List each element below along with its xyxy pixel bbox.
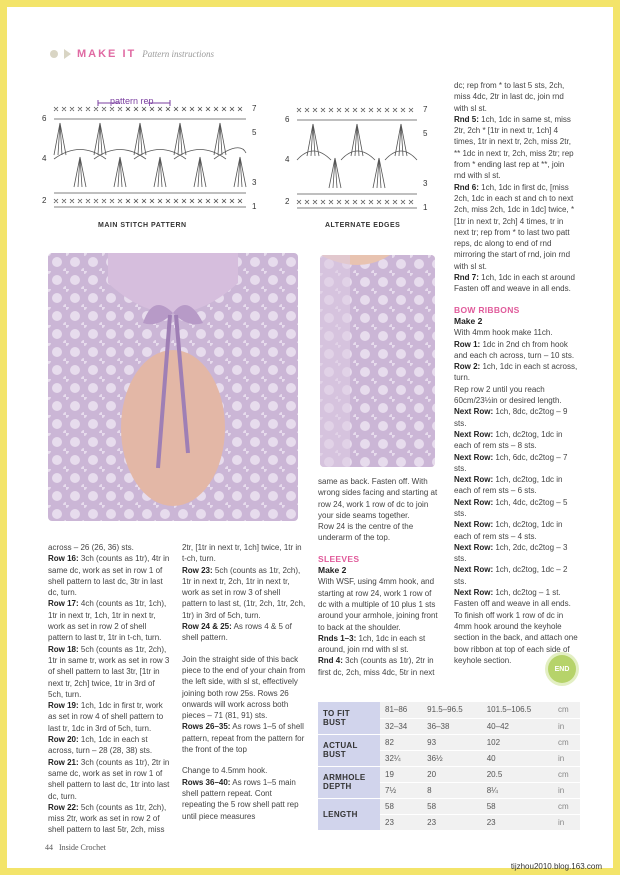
size-value: 20.5 [482, 766, 553, 782]
paragraph-spacer [318, 544, 440, 554]
page-footer [45, 843, 106, 852]
instruction-paragraph [454, 182, 578, 272]
alternate-edges-chart-title: ALTERNATE EDGES [325, 222, 401, 229]
chart-row-number: 5 [252, 128, 257, 137]
instruction-label: Row 17: [48, 599, 79, 609]
instruction-paragraph [182, 777, 307, 822]
instruction-text: across – 26 (26, 36) sts. [48, 543, 134, 552]
instruction-text: 1ch, dc2tog, 1dc in each of rem sts – 8 sts. [454, 429, 563, 451]
instruction-label: Row 2: [454, 362, 481, 372]
size-unit: cm [553, 766, 580, 782]
pattern-instructions-subtitle: Pattern instructions [142, 49, 214, 59]
instruction-text: Change to 4.5mm hook. [182, 766, 268, 776]
instruction-label: Next Row: [454, 520, 494, 530]
instruction-label: Rnd 5: [454, 114, 479, 124]
instruction-paragraph [454, 542, 578, 565]
instruction-paragraph [318, 655, 440, 678]
instruction-label: Row 22: [48, 802, 79, 812]
instruction-text: 3ch (counts as 1tr), 2tr in same dc, work as set in row 1 of shell pattern to last dc, 1tr into last dc, turn. [48, 757, 170, 801]
size-table-row [318, 702, 580, 718]
instruction-text: Join the straight side of this back piece to the end of your chain from the left side, with sl st, effectively joining both row 25s. Rows 26 onwards will work across both pieces – 71 (81, 91) sts. [182, 654, 306, 721]
instruction-text: 3ch (counts as 1tr), 4tr in same dc, work as set in row 1 of shell pattern to last dc, 3tr in last dc, turn. [48, 554, 170, 598]
instruction-paragraph [454, 339, 578, 362]
instruction-paragraph [454, 327, 578, 338]
instruction-label: Next Row: [454, 429, 494, 439]
magazine-name: Inside Crochet [59, 843, 106, 852]
size-value: 8 [422, 782, 482, 798]
size-value: 93 [422, 734, 482, 750]
page-border-left [0, 0, 7, 875]
size-value: 23 [380, 814, 422, 830]
instruction-text: 1ch, 1dc in first tr, work as set in row 4 of shell pattern to last tr, 1dc in 3rd of 5ch, turn. [48, 701, 164, 733]
chart-row-number: 7 [423, 105, 428, 114]
end-badge: END [548, 655, 576, 683]
chart-row-number: 7 [252, 104, 257, 113]
size-value: 23 [482, 814, 553, 830]
size-value: 7½ [380, 782, 422, 798]
instruction-paragraph [454, 80, 578, 114]
instruction-paragraph [182, 621, 307, 644]
size-unit: cm [553, 702, 580, 718]
alternate-edges-chart [283, 100, 433, 220]
size-value: 8¼ [482, 782, 553, 798]
arrow-right-icon [64, 49, 71, 59]
page-border-top [0, 0, 620, 7]
size-value: 40 [482, 750, 553, 766]
instruction-paragraph [454, 114, 578, 182]
instruction-text: 4ch (counts as 1tr, 1ch), 1tr in next tr, 1ch, 1tr in next tr, work as set in row 2 of shell pattern to last tr, 1tr in t-ch, turn. [48, 599, 167, 643]
section-heading: BOW RIBBONS [454, 304, 520, 315]
size-value: 32–34 [380, 718, 422, 734]
size-value: 101.5–106.5 [482, 702, 553, 718]
paragraph-spacer [182, 644, 307, 654]
instruction-label: Row 16: [48, 554, 79, 564]
chart-row-number: 5 [423, 129, 428, 138]
instruction-paragraph [48, 553, 170, 598]
instruction-text: As rows 1–5 main shell pattern repeat. Cont repeating the 5 row shell patt rep until piece measures [182, 777, 299, 821]
instruction-label: Next Row: [454, 452, 494, 462]
instruction-paragraph [318, 633, 440, 656]
chart-row-number: 6 [42, 114, 47, 123]
size-unit: in [553, 718, 580, 734]
instruction-label: Rnds 1–3: [318, 633, 357, 643]
instruction-paragraph [454, 384, 578, 407]
instruction-text: 1ch, dc2tog, 1dc in each of rem sts – 4 sts. [454, 520, 563, 541]
back-keyhole-photo [48, 253, 298, 521]
size-value: 20 [422, 766, 482, 782]
instruction-label: Row 18: [48, 644, 79, 654]
chart-row-number: 1 [423, 203, 428, 212]
instruction-label: Next Row: [454, 497, 494, 507]
instruction-label: Row 20: [48, 735, 79, 745]
sub-heading: Make 2 [318, 565, 347, 576]
chart-row-number: 6 [285, 115, 290, 124]
instruction-text: 1ch, 1dc in each st around Fasten off and weave in all ends. [454, 273, 575, 294]
size-value: 58 [380, 798, 422, 814]
size-value: 58 [422, 798, 482, 814]
watermark-text: tijzhou2010.blog.163.com [510, 862, 602, 871]
instruction-label: Row 19: [48, 701, 79, 711]
instruction-label: Next Row: [454, 565, 494, 575]
instruction-text: 1ch, 4dc, dc2tog – 5 sts. [454, 497, 568, 518]
instruction-paragraph [48, 802, 170, 836]
instruction-paragraph [48, 542, 170, 553]
main-stitch-chart [40, 95, 270, 220]
instruction-text: 1ch, dc2tog – 1 st. Fasten off and weave in all ends. To finish off work 1 row of dc in 4mm hook around the keyhole section in the back, and attach one bow ribbon at top of each side of keyhole section. [454, 588, 578, 665]
instruction-text: 1ch, 1dc in each st across, turn – 28 (28, 38) sts. [48, 735, 153, 756]
instruction-paragraph [48, 757, 170, 802]
instruction-label: Rnd 6: [454, 182, 479, 192]
instruction-label: Next Row: [454, 588, 494, 598]
instruction-paragraph [454, 519, 578, 542]
instruction-label: Rows 36–40: [182, 777, 231, 787]
instruction-text: Row 24 is the centre of the underarm of the top. [318, 522, 414, 543]
size-value: 58 [482, 798, 553, 814]
chart-row-number: 3 [423, 179, 428, 188]
instruction-text: 1ch, dc2tog, 1dc in each of rem sts – 6 sts. [454, 475, 563, 496]
size-value: 32¼ [380, 750, 422, 766]
instruction-paragraph [182, 654, 307, 722]
instruction-paragraph [454, 564, 578, 587]
instruction-label: Next Row: [454, 542, 494, 552]
instruction-paragraph [48, 734, 170, 757]
instruction-text: same as back. Fasten off. With wrong sides facing and starting at row 24, work 1 row of dc to join your side seams together. [318, 477, 438, 520]
instruction-text: 5ch (counts as 1tr, 2ch), miss 2tr, work as set in row 2 of shell pattern to last 5tr, 2ch, miss [48, 802, 167, 835]
instruction-label: Row 1: [454, 339, 481, 349]
instruction-label: Row 24 & 25: [182, 622, 232, 632]
instruction-label: Rnd 4: [318, 656, 343, 666]
section-header [50, 48, 214, 60]
instruction-paragraph [454, 361, 578, 384]
size-unit: in [553, 782, 580, 798]
text-column-1 [48, 542, 170, 836]
instruction-text: 1ch, 8dc, dc2tog – 9 sts. [454, 407, 568, 428]
size-value: 102 [482, 734, 553, 750]
size-unit: in [553, 750, 580, 766]
instruction-label: Rnd 7: [454, 273, 479, 283]
instruction-text: 1dc in 2nd ch from hook and each ch across, turn – 10 sts. [454, 339, 575, 360]
size-table-label: TO FIT BUST [318, 702, 380, 734]
text-column-2 [182, 542, 307, 822]
size-value: 23 [422, 814, 482, 830]
size-value: 81–86 [380, 702, 422, 718]
instruction-paragraph [48, 598, 170, 643]
main-stitch-chart-title: MAIN STITCH PATTERN [98, 222, 187, 229]
instruction-paragraph [182, 565, 307, 621]
chart-row-number: 4 [285, 155, 290, 164]
instruction-label: Row 21: [48, 757, 79, 767]
chart-row-number: 3 [252, 178, 257, 187]
chart-row-number: 1 [252, 202, 257, 211]
text-column-4 [454, 80, 578, 666]
instruction-paragraph [182, 542, 307, 565]
instruction-paragraph [454, 429, 578, 452]
size-unit: cm [553, 798, 580, 814]
page-border-right [613, 0, 620, 875]
instruction-text: dc; rep from * to last 5 sts, 2ch, miss 4dc, 2tr in last dc, join rnd with sl st. [454, 81, 565, 113]
instruction-text: 1ch, 1dc in same st, miss 2tr, 2ch * [1tr in next tr, 1ch] 4 times, 1tr in next tr, 2ch, miss 2tr, ** 1dc in next tr, 2ch, miss 2tr; rep from * ending last rep at **, join rnd with sl st. [454, 114, 574, 181]
instruction-text: 3ch (counts as 1tr), 2tr in first dc, 2ch, miss 4dc, 5tr in next [318, 656, 435, 677]
size-table-row [318, 734, 580, 750]
instruction-text: 1ch, dc2tog, 1dc – 2 sts. [454, 565, 568, 586]
instruction-text: 2tr, [1tr in next tr, 1ch] twice, 1tr in t-ch, turn. [182, 543, 302, 564]
pattern-rep-label: pattern rep [110, 96, 154, 106]
instruction-label: Row 23: [182, 565, 213, 575]
instruction-paragraph [454, 272, 578, 295]
instruction-paragraph [454, 497, 578, 520]
instruction-label: Next Row: [454, 475, 494, 485]
instruction-paragraph [318, 476, 440, 521]
size-unit: in [553, 814, 580, 830]
size-value: 91.5–96.5 [422, 702, 482, 718]
size-table-label: ACTUAL BUST [318, 734, 380, 766]
chart-row-number: 2 [42, 196, 47, 205]
size-value: 82 [380, 734, 422, 750]
size-unit: cm [553, 734, 580, 750]
section-heading: SLEEVES [318, 553, 360, 564]
size-table-label: ARMHOLE DEPTH [318, 766, 380, 798]
size-table-row [318, 798, 580, 814]
sleeve-detail-photo [320, 255, 435, 467]
instruction-paragraph [454, 452, 578, 475]
instruction-paragraph [318, 521, 440, 544]
instruction-paragraph [48, 700, 170, 734]
size-value: 40–42 [482, 718, 553, 734]
instruction-text: 1ch, 6dc, dc2tog – 7 sts. [454, 452, 568, 473]
instruction-text: 5ch (counts as 1tr, 2ch), 1tr in next tr, 2ch, 1tr in next tr, work as set in row 3 of shell pattern to last st, (1tr, 2ch, 1tr, 2ch, 1tr) in 3rd of 5ch, turn. [182, 565, 306, 620]
instruction-paragraph [182, 721, 307, 755]
instruction-paragraph [48, 644, 170, 700]
instruction-text: As rows 1–5 of shell pattern, repeat from the pattern for the front of the top [182, 722, 305, 755]
instruction-text: Rep row 2 until you reach 60cm/23½in or desired length. [454, 384, 562, 406]
instruction-text: 5ch (counts as 1tr, 2ch), 1tr in same tr, work as set in row 3 of shell pattern to last 3tr, [1tr in next tr, 2ch] twice, 1tr in 3rd of 5ch, turn. [48, 644, 170, 699]
instruction-paragraph [454, 474, 578, 497]
instruction-text: With WSF, using 4mm hook, and starting at row 24, work 1 row of dc with a multiple of 10 plus 1 sts around your armhole, joining front to back at the shoulder. [318, 577, 438, 632]
instruction-text: 1ch, 1dc in first dc, [miss 2ch, 1dc in each st and ch to next 2ch, miss 2ch, 1dc in 1dc] twice, *[1tr in next tr, 2ch] 4 times, tr in next tr; rep from * to last two patt reps, dc along to end of rnd mirroring the start of rnd, join rnd with sl st. [454, 182, 575, 271]
instruction-text: As rows 4 & 5 of shell pattern. [182, 622, 292, 643]
instruction-paragraph [182, 765, 307, 776]
make-it-title: MAKE IT [77, 48, 137, 60]
bullet-dot-icon [50, 50, 58, 58]
instruction-paragraph [454, 406, 578, 429]
instruction-text: 1ch, 2dc, dc2tog – 3 sts. [454, 542, 568, 564]
instruction-text: 1ch, 1dc in each st around, join rnd with sl st. [318, 633, 426, 655]
instruction-text: 1ch, 1dc in each st across, turn. [454, 362, 578, 383]
size-value: 19 [380, 766, 422, 782]
size-table [318, 702, 580, 831]
chart-row-number: 2 [285, 197, 290, 206]
paragraph-spacer [182, 755, 307, 765]
size-value: 36½ [422, 750, 482, 766]
instruction-label: Rows 26–35: [182, 722, 231, 732]
text-column-3 [318, 476, 440, 678]
size-value: 36–38 [422, 718, 482, 734]
instruction-text: With 4mm hook make 11ch. [454, 328, 553, 338]
sub-heading: Make 2 [454, 315, 483, 326]
chart-row-number: 4 [42, 154, 47, 163]
page-number: 44 [45, 843, 53, 852]
size-table-row [318, 766, 580, 782]
size-table-label: LENGTH [318, 798, 380, 830]
instruction-label: Next Row: [454, 407, 494, 417]
instruction-paragraph [318, 576, 440, 632]
paragraph-spacer [454, 295, 578, 305]
